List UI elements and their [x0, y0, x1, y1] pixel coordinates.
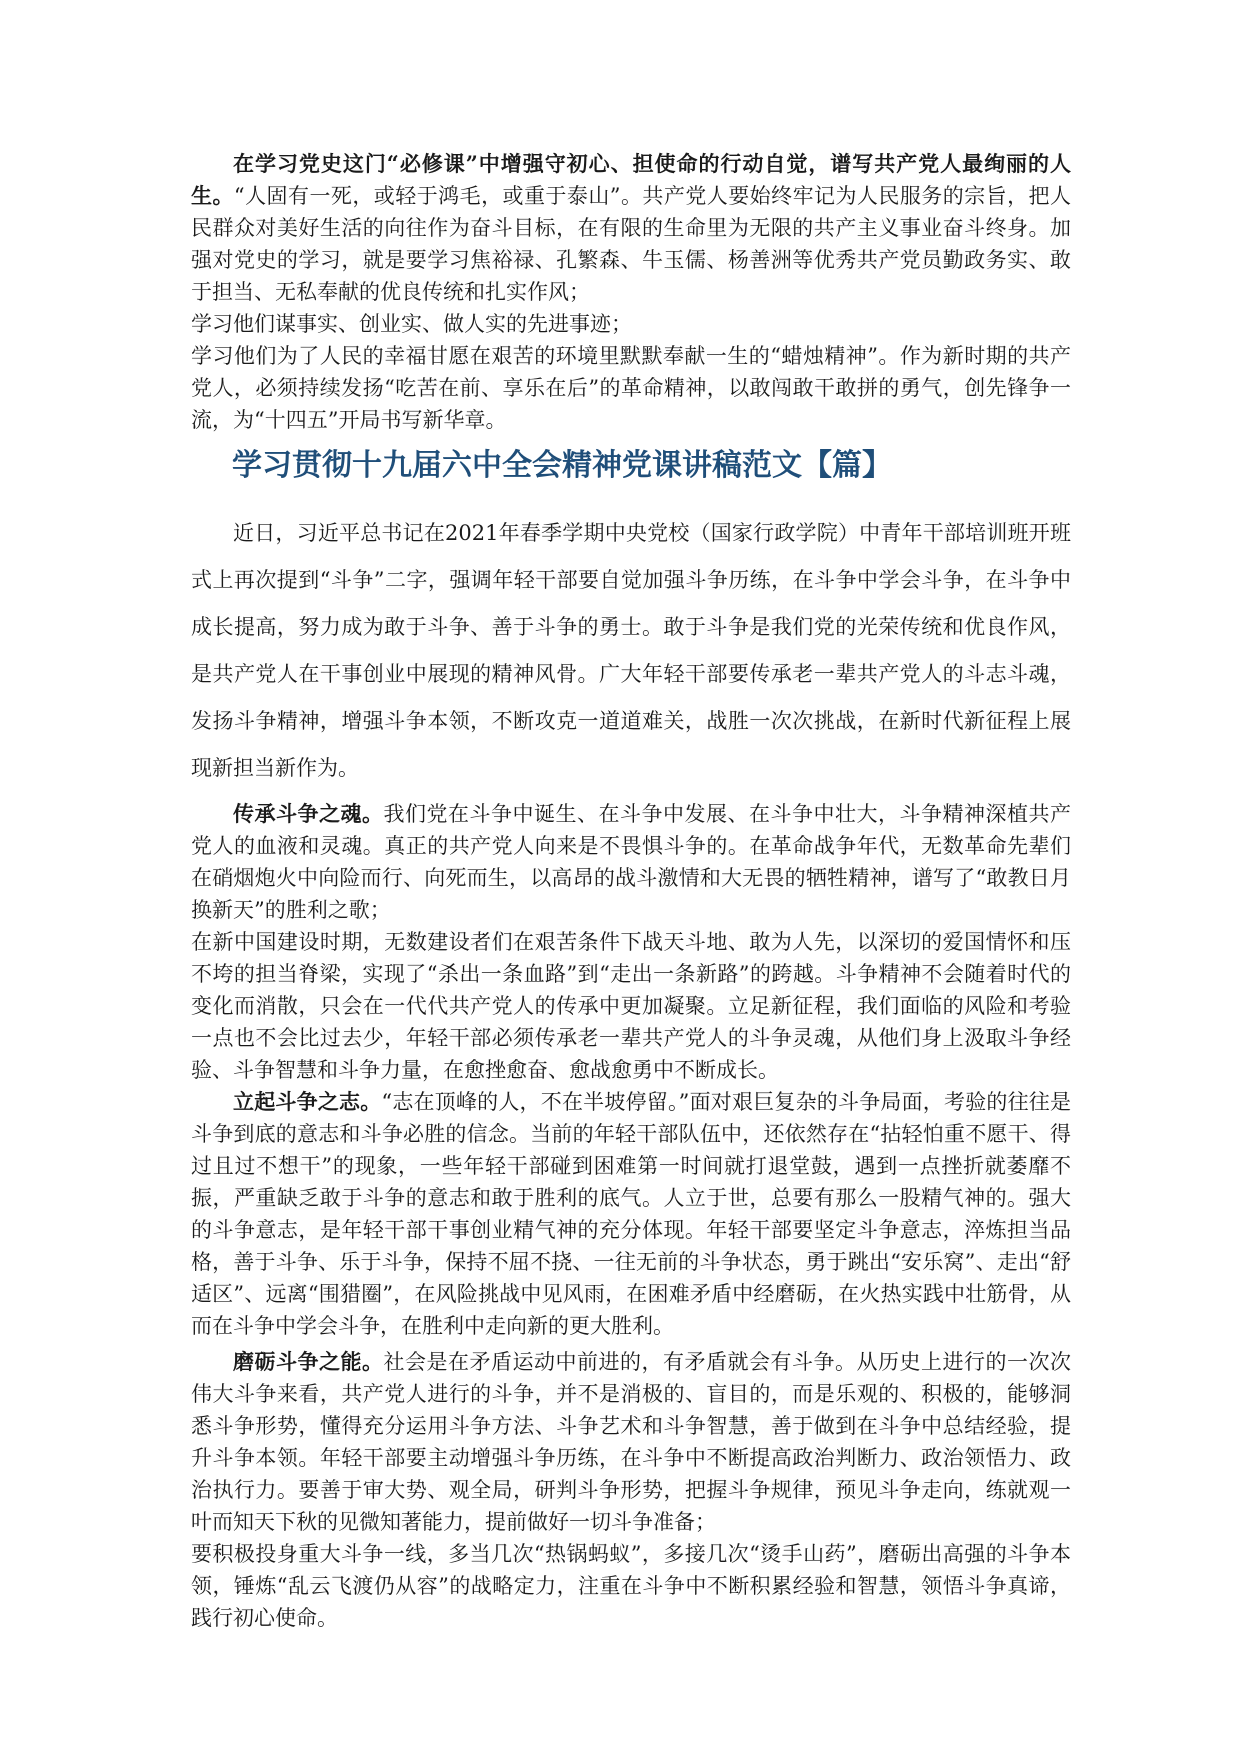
section-intro [191, 510, 1071, 792]
intro-paragraph: 近日，习近平总书记在2021年春季学期中央党校（国家行政学院）中青年干部培训班开班式上再次提到“斗争”二字，强调年轻干部要自觉加强斗争历练，在斗争中学会斗争，在斗争中成长提高，努力成为敢于斗争、善于斗争的勇士。敢于斗争是我们党的光荣传统和优良作风，是共产党人在干事创业中展现的精神风骨。广大年轻干部要传承老一辈共产党人的斗志斗魂，发扬斗争精神，增强斗争本领，不断攻克一道道难关，战胜一次次挑战，在新时代新征程上展现新担当新作为。 [191, 521, 1071, 780]
paragraph-will-text: “志在顶峰的人，不在半坡停留。”面对艰巨复杂的斗争局面，考验的往往是斗争到底的意志和斗争必胜的信念。当前的年轻干部队伍中，还依然存在“拈轻怕重不愿干、得过且过不想干”的现象，一些年轻干部碰到困难第一时间就打退堂鼓，遇到一点挫折就萎靡不振，严重缺乏敢于斗争的意志和敢于胜利的底气。人立于世，总要有那么一股精气神的。强大的斗争意志，是年轻干部干事创业精气神的充分体现。年轻干部要坚定斗争意志，淬炼担当品格，善于斗争、乐于斗争，保持不屈不挠、一往无前的斗争状态，勇于跳出“安乐窝”、走出“舒适区”、远离“围猎圈”，在风险挑战中见风雨，在困难矛盾中经磨砺，在火热实践中壮筋骨，从而在斗争中学会斗争，在胜利中走向新的更大胜利。 [191, 1090, 1072, 1338]
paragraph-inherit-cont: 在新中国建设时期，无数建设者们在艰苦条件下战天斗地、敢为人先，以深切的爱国情怀和压不垮的担当脊梁，实现了“杀出一条血路”到“走出一条新路”的跨越。斗争精神不会随着时代的变化而消散，只会在一代代共产党人的传承中更加凝聚。立足新征程，我们面临的风险和考验一点也不会比过去少，年轻干部必须传承老一辈共产党人的斗争灵魂，从他们身上汲取斗争经验、斗争智慧和斗争力量，在愈挫愈奋、愈战愈勇中不断成长。 [191, 930, 1071, 1082]
paragraph-will-bold: 立起斗争之志。 [233, 1089, 382, 1114]
paragraph-inherit-text: 我们党在斗争中诞生、在斗争中发展、在斗争中壮大，斗争精神深植共产党人的血液和灵魂。真正的共产党人向来是不畏惧斗争的。在革命战争年代，无数革命先辈们在硝烟炮火中向险而行、向死而生，以高昂的战斗激情和大无畏的牺牲精神，谱写了“敢教日月换新天”的胜利之歌； [191, 802, 1071, 922]
paragraph-line2: 学习他们谋事实、创业实、做人实的先进事迹； [191, 312, 632, 336]
paragraph-will [191, 1086, 1071, 1342]
paragraph-line3: 学习他们为了人民的幸福甘愿在艰苦的环境里默默奉献一生的“蜡烛精神”。作为新时期的共产党人，必须持续发扬“吃苦在前、享乐在后”的革命精神，以敢闯敢干敢拼的勇气，创先锋争一流，为“十四五”开局书写新华章。 [191, 344, 1071, 432]
section-heading: 学习贯彻十九届六中全会精神党课讲稿范文【篇】 [232, 448, 892, 483]
paragraph-lead [191, 148, 1071, 308]
paragraph-lead-bold: 在学习党史这门“必修课”中增强守初心、担使命的行动自觉，谱写共产党人最绚丽的人生。 [191, 151, 1071, 208]
paragraph-ability-bold: 磨砺斗争之能。 [233, 1349, 384, 1374]
paragraph-ability [191, 1346, 1071, 1538]
paragraph-inherit-bold: 传承斗争之魂。 [233, 801, 384, 826]
section-party-history [191, 148, 1071, 436]
paragraph-lead-text: “人固有一死，或轻于鸿毛，或重于泰山”。共产党人要始终牢记为人民服务的宗旨，把人民群众对美好生活的向往作为奋斗目标，在有限的生命里为无限的共产主义事业奋斗终身。加强对党史的学习，就是要学习焦裕禄、孔繁森、牛玉儒、杨善洲等优秀共产党员勤政务实、敢于担当、无私奉献的优良传统和扎实作风； [191, 184, 1072, 304]
section-struggle [191, 798, 1071, 1634]
paragraph-ability-text: 社会是在矛盾运动中前进的，有矛盾就会有斗争。从历史上进行的一次次伟大斗争来看，共产党人进行的斗争，并不是消极的、盲目的，而是乐观的、积极的，能够洞悉斗争形势，懂得充分运用斗争方法、斗争艺术和斗争智慧，善于做到在斗争中总结经验，提升斗争本领。年轻干部要主动增强斗争历练，在斗争中不断提高政治判断力、政治领悟力、政治执行力。要善于审大势、观全局，研判斗争形势，把握斗争规律，预见斗争走向，练就观一叶而知天下秋的见微知著能力，提前做好一切斗争准备； [191, 1350, 1071, 1534]
paragraph-inherit [191, 798, 1071, 926]
paragraph-ability-cont: 要积极投身重大斗争一线，多当几次“热锅蚂蚁”，多接几次“烫手山药”，磨砺出高强的斗争本领，锤炼“乱云飞渡仍从容”的战略定力，注重在斗争中不断积累经验和智慧，领悟斗争真谛，践行初心使命。 [191, 1542, 1071, 1630]
